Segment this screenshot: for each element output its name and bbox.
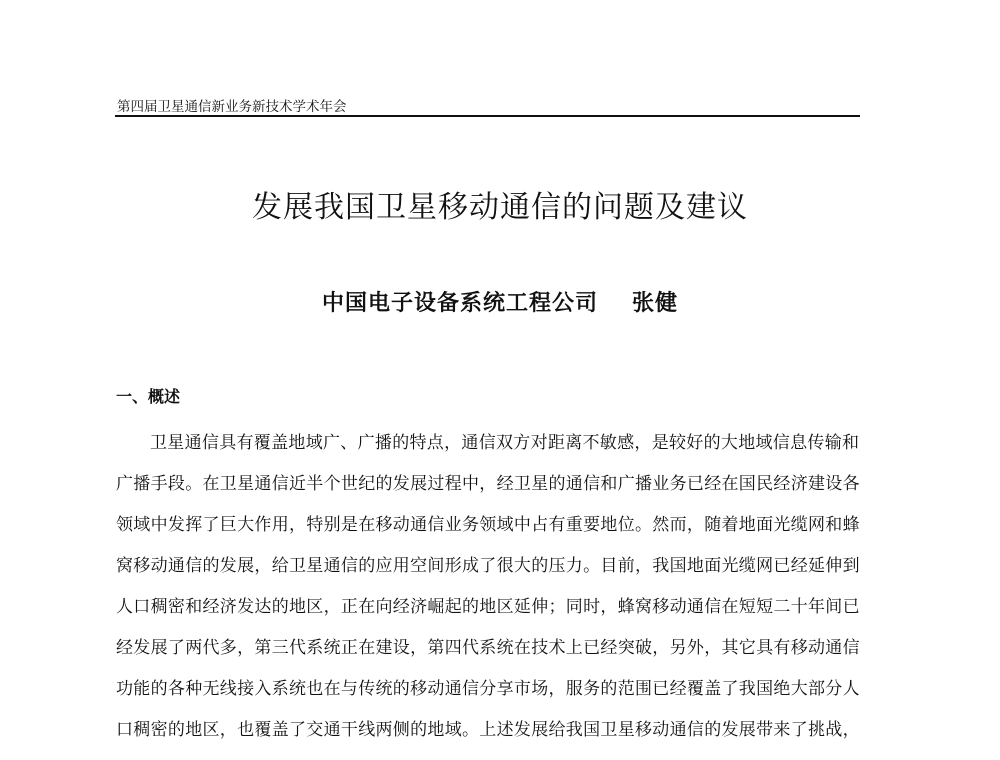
author-affiliation: 中国电子设备系统工程公司 xyxy=(321,290,598,316)
paper-title: 发展我国卫星移动通信的问题及建议 xyxy=(252,190,748,225)
author-line xyxy=(0,286,1000,317)
paragraph-line: 功能的各种无线接入系统也在与传统的移动通信分享市场，服务的范围已经覆盖了我国绝大部分人 xyxy=(116,679,860,699)
running-header-text: 第四届卫星通信新业务新技术学术年会 xyxy=(117,99,347,115)
paragraph-line: 口稠密的地区，也覆盖了交通干线两侧的地域。上述发展给我国卫星移动通信的发展带来了挑战， xyxy=(116,720,860,740)
paragraph-line: 领域中发挥了巨大作用，特别是在移动通信业务领域中占有重要地位。然而，随着地面光缆网和蜂 xyxy=(116,515,860,535)
paragraph-line: 人口稠密和经济发达的地区，正在向经济崛起的地区延伸；同时，蜂窝移动通信在短短二十年间已 xyxy=(116,597,860,617)
paragraph-line: 卫星通信具有覆盖地域广、广播的特点，通信双方对距离不敏感，是较好的大地域信息传输和 xyxy=(150,433,860,453)
author-name: 张健 xyxy=(632,290,679,316)
paragraph-line: 窝移动通信的发展，给卫星通信的应用空间形成了很大的压力。目前，我国地面光缆网已经延伸到 xyxy=(116,556,860,576)
section-heading: 一、概述 xyxy=(116,387,181,406)
paragraph-line: 广播手段。在卫星通信近半个世纪的发展过程中，经卫星的通信和广播业务已经在国民经济建设各 xyxy=(116,474,860,494)
running-header xyxy=(115,93,860,117)
paragraph-line: 经发展了两代多，第三代系统正在建设，第四代系统在技术上已经突破，另外，其它具有移动通信 xyxy=(116,638,860,658)
